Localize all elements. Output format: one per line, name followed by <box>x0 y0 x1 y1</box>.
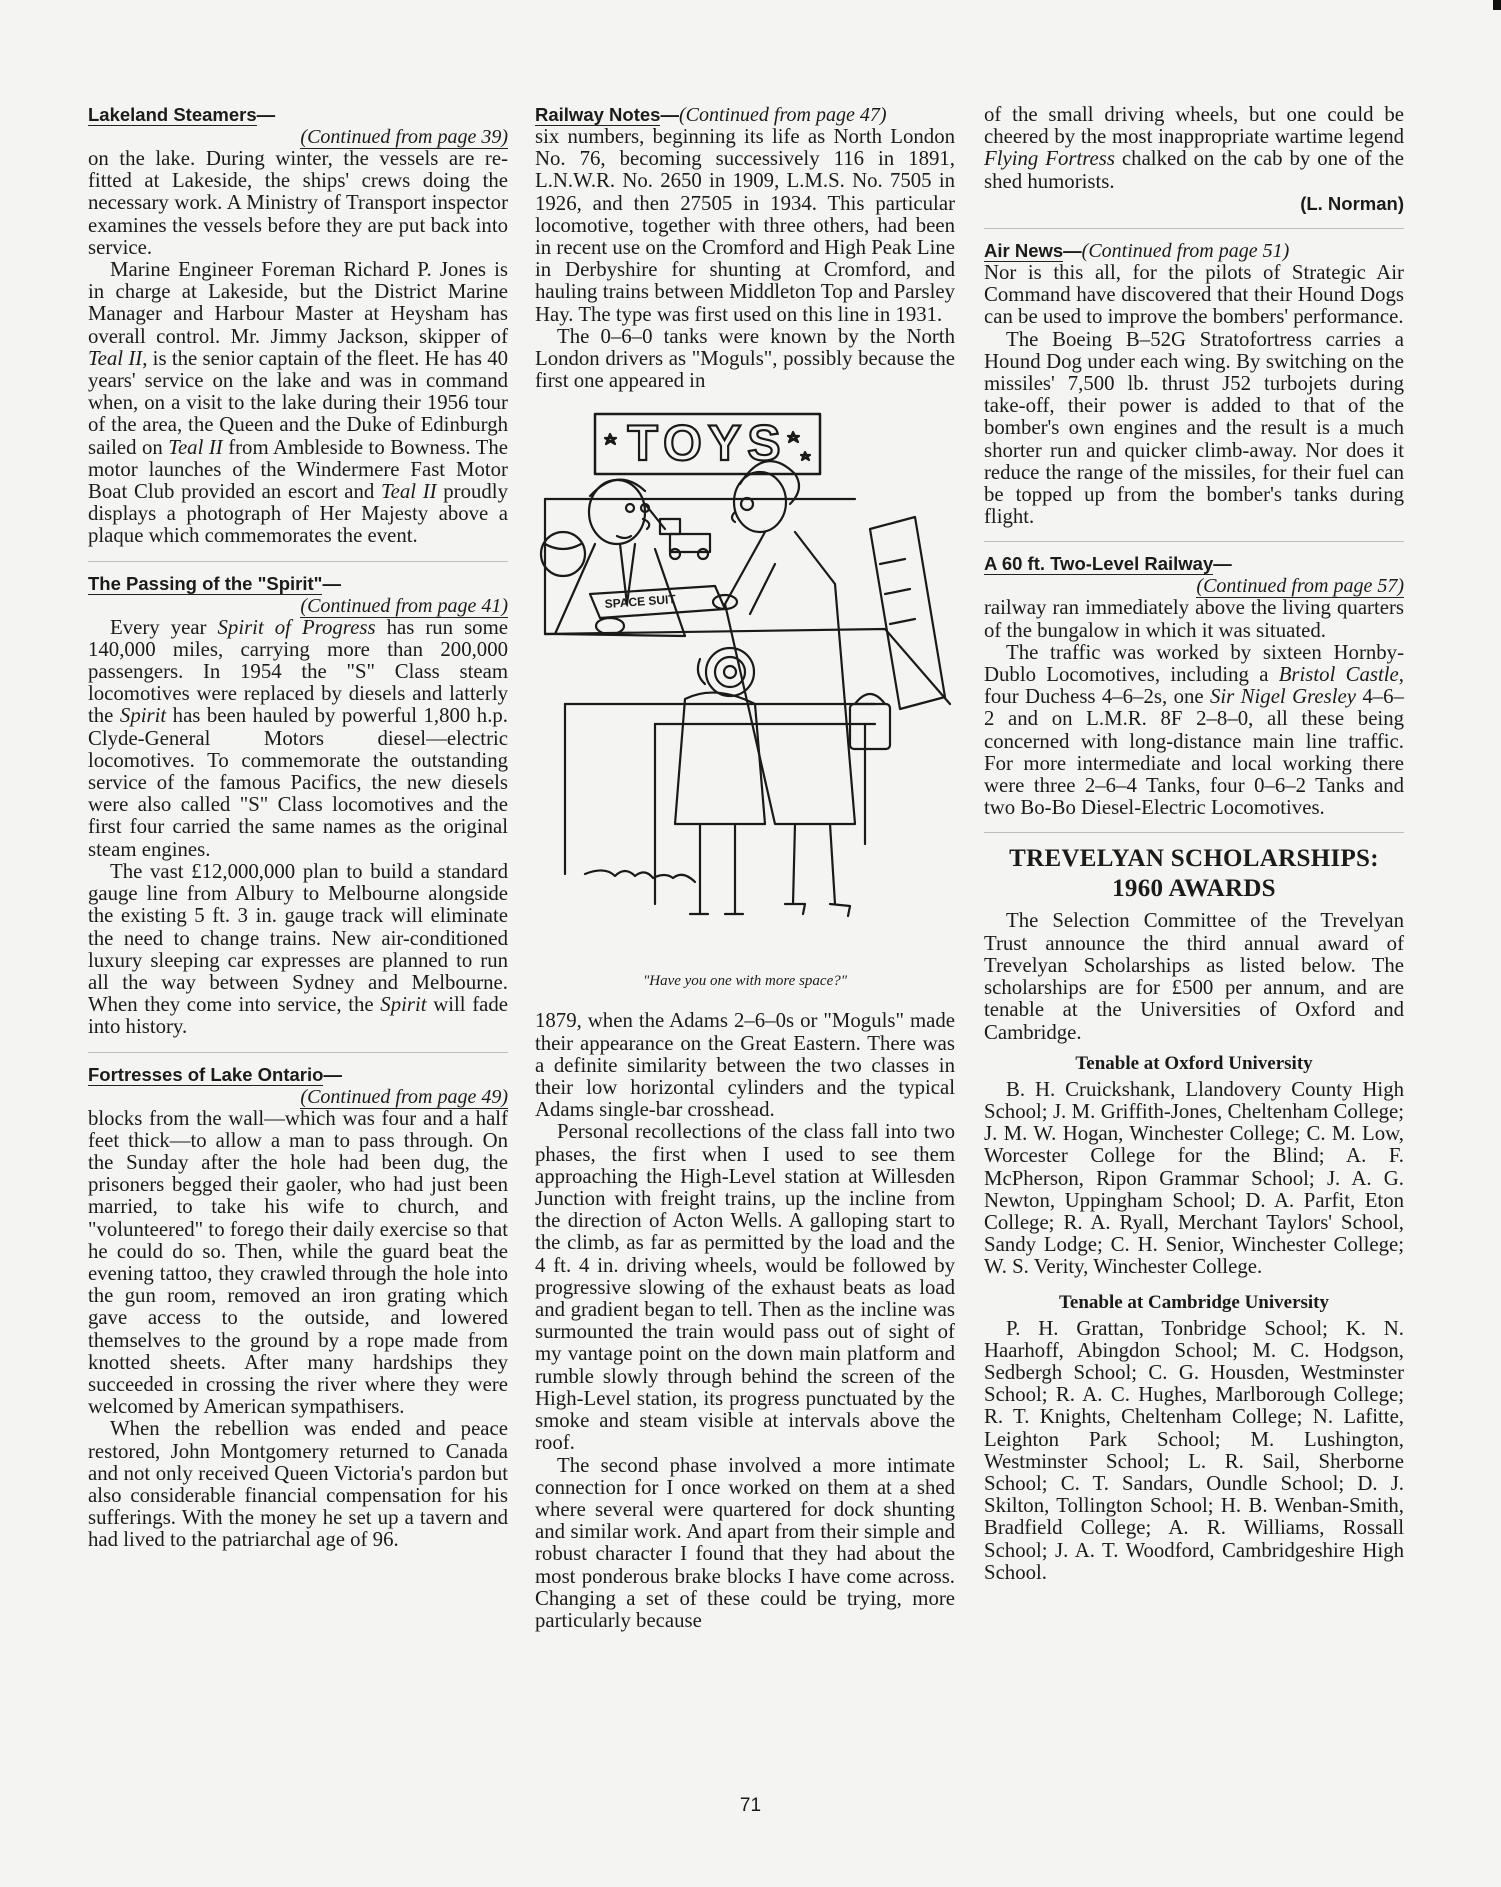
air-p2: The Boeing B–52G Stratofortress carries a Hound Dog under each wing. By switching on the missiles' 7,500 lb. thrust J52 turbojets during take-off, their power is added to that of the bomber's own engines and the result is a much shorter run and quicker climb-away. Nor does it reduce the range of the missiles, for their fuel can be topped up from the bomber's tanks during flight. <box>984 327 1404 529</box>
railway-p2: The 0–6–0 tanks were known by the North London drivers as "Moguls", possibly because the first one appeared in <box>535 324 955 393</box>
twolevel-p1: railway ran immediately above the living quarters of the bungalow in which it was situated. <box>984 596 1404 642</box>
twolevel-title: A 60 ft. Two-Level Railway <box>984 553 1214 575</box>
lakeland-continued: (Continued from page 39) <box>300 126 508 148</box>
corner-mark <box>1493 0 1501 10</box>
spirit-p2: The vast £12,000,000 plan to build a standard gauge line from Albury to Melbourne alongside the existing 5 ft. 3 in. gauge track will eliminate the need to change trains. New air-conditioned luxury sleeping car expresses are planned to run all the way between Sydney and Melbourne. When they come into service, the Spirit will fade into history. <box>88 859 508 1039</box>
twolevel-continued: (Continued from page 57) <box>1196 575 1404 598</box>
column-3 <box>984 104 1404 1584</box>
twolevel-heading: A 60 ft. Two-Level Railway— <box>984 553 1232 575</box>
cartoon-caption: "Have you one with more space?" <box>642 973 848 990</box>
column-2 <box>535 104 955 1632</box>
railway-p4: Personal recollections of the class fall into two phases, the first when I used to see them approaching the High-Level station at Willesden Junction with freight trains, up the incline from the direction of Acton Wells. A galloping start to the climb, as far as permitted by the load and the 4 ft. 4 in. driving wheels, would be followed by progressive slowing of the exhaust beats as load and gradient began to tell. Then as the incline was surmounted the train would pass out of sight of my vantage point on the down main platform and rumble slowly through behind the screen of the High-Level station, its progress punctuated by the smoke and steam visible at intervals above the roof. <box>535 1120 955 1455</box>
lakeland-p2: Marine Engineer Foreman Richard P. Jones is in charge at Lakeside, but the District Marine Manager and Harbour Master at Heysham has overall control. Mr. Jimmy Jackson, skipper of Teal II, is the senior captain of the fleet. He has 40 years' service on the lake and was in command when, on a visit to the lake during their 1956 tour of the area, the Queen and the Duke of Edinburgh sailed on Teal II from Ambleside to Bowness. The motor launches of the Windermere Fast Motor Boat Club provided an escort and Teal II proudly displays a photograph of Her Majesty above a plaque which commemorates the event. <box>88 258 508 548</box>
cambridge-heading: Tenable at Cambridge University <box>1058 1291 1330 1313</box>
railway-heading: Railway Notes—(Continued from page 47) <box>535 104 887 126</box>
air-p1: Nor is this all, for the pilots of Strategic Air Command have discovered that their Hound Dogs can be used to improve the bombers' performance. <box>984 261 1404 329</box>
air-heading: Air News—(Continued from page 51) <box>984 240 1290 263</box>
fortresses-continued: (Continued from page 49) <box>300 1085 508 1108</box>
trevelyan-intro: The Selection Committee of the Trevelyan Trust announce the third annual award of Trevelyan Scholarships as listed below. The scholarships are for £500 per annum, and are tenable at the Universities of Oxford and Cambridge. <box>984 909 1404 1044</box>
cartoon-illustration <box>535 404 955 964</box>
divider <box>984 228 1404 229</box>
author-credit: (L. Norman) <box>1300 192 1404 214</box>
railway-p3: 1879, when the Adams 2–6–0s or "Moguls" made their appearance on the Great Eastern. There was a definite similarity between the two classes in their low horizontal cylinders and the typical Adams single-bar crosshead. <box>535 1009 955 1122</box>
cartoon-svg <box>535 404 955 964</box>
spirit-heading: The Passing of the "Spirit"— <box>88 572 341 594</box>
page-number: 71 <box>739 1795 762 1816</box>
oxford-heading: Tenable at Oxford University <box>1075 1052 1313 1074</box>
lakeland-title: Lakeland Steamers <box>88 104 257 125</box>
lakeland-p1: on the lake. During winter, the vessels are re-fitted at Lakeside, the ships' crews doing the necessary work. A Ministry of Transport inspector examines the vessels before they are put back into service. <box>88 147 508 259</box>
fortresses-p2: When the rebellion was ended and peace restored, John Montgomery returned to Canada and not only received Queen Victoria's pardon but also considerable financial compensation for his sufferings. With the money he set up a tavern and had lived to the patriarchal age of 96. <box>88 1417 508 1552</box>
divider <box>984 541 1404 542</box>
fortresses-title: Fortresses of Lake Ontario <box>88 1063 324 1085</box>
railway-p1: six numbers, beginning its life as North London No. 76, becoming successively 116 in 1891, L.N.W.R. No. 2650 in 1909, L.M.S. No. 7505 in 1926, and then 27505 in 1934. This particular locomotive, together with three others, had been in recent use on the Cromford and High Peak Line in Derbyshire for shunting at Cromford, and hauling trains between Middleton Top and Parsley Hay. The type was first used on this line in 1931. <box>535 125 955 326</box>
railway-title: Railway Notes <box>535 104 661 125</box>
divider <box>88 561 508 562</box>
fortresses-p1: blocks from the wall—which was four and a half feet thick—to allow a man to pass through. On the Sunday after the hole had been dug, the prisoners begged their gaoler, who had just been married, to take his wife to church, and "volunteered" to forego their daily exercise so that he could do so. Then, while the guard beat the evening tattoo, they crawled through the hole into the gun room, removed an iron grating which gave access to the outside, and lowered themselves to the ground by a rope made from knotted sheets. After many hardships they succeeded in crossing the river where they were welcomed by American sympathisers. <box>88 1106 508 1419</box>
fortresses-heading: Fortresses of Lake Ontario— <box>88 1063 342 1085</box>
oxford-list: B. H. Cruickshank, Llandovery County High School; J. M. Griffith-Jones, Cheltenham College; J. M. W. Hogan, Winchester College; C. M. Low, Worcester College for the Blind; A. F. McPherson, Ripon Grammar School; J. A. G. Newton, Uppingham School; D. A. Parfit, Eton College; R. A. Ryall, Merchant Taylors' School, Sandy Lodge; C. H. Senior, Winchester College; W. S. Verity, Winchester College. <box>984 1077 1404 1279</box>
trevelyan-title: TREVELYAN SCHOLARSHIPS: 1960 AWARDS <box>1009 845 1379 903</box>
spirit-p1: Every year Spirit of Progress has run some 140,000 miles, carrying more than 200,000 passengers. In 1954 the "S" Class steam locomotives were replaced by diesels and latterly the Spirit has been hauled by powerful 1,800 h.p. Clyde-General Motors diesel—electric locomotives. To commemorate the outstanding service of the famous Pacifics, the new diesels were also called "S" Class locomotives and the first four carried the same names as the original steam engines. <box>88 615 508 861</box>
air-title: Air News <box>984 240 1064 262</box>
space-suit-label: SPACE SUIT <box>604 592 677 612</box>
spirit-continued: (Continued from page 41) <box>300 594 508 617</box>
spirit-title: The Passing of the "Spirit" <box>88 572 323 594</box>
cambridge-list: P. H. Grattan, Tonbridge School; K. N. Haarhoff, Abingdon School; M. C. Hodgson, Sedbergh School; C. G. Housden, Westminster School; R. A. C. Hughes, Marlborough College; R. T. Knights, Cheltenham College; N. Lafitte, Leighton Park School; M. Lushington, Westminster School; L. R. Sail, Sherborne School; C. T. Sandars, Oundle School; D. J. Skilton, Tollington School; H. B. Wenban-Smith, Bradfield College; A. R. Williams, Rossall School; J. A. T. Woodford, Cambridgeshire High School. <box>984 1316 1404 1584</box>
railway-end-p1: of the small driving wheels, but one could be cheered by the most inappropriate wartime legend Flying Fortress chalked on the cab by one of the shed humorists. <box>984 103 1404 193</box>
twolevel-p2: The traffic was worked by sixteen Hornby-Dublo Locomotives, including a Bristol Castle, four Duchess 4–6–2s, one Sir Nigel Gresley 4–6–2 and on L.M.R. 8F 2–8–0, all these being concerned with long-distance main line traffic. For more intermediate and local working there were three 2–6–4 Tanks, four 0–6–2 Tanks and two Bo-Bo Diesel-Electric Locomotives. <box>984 640 1404 820</box>
divider <box>88 1052 508 1053</box>
divider <box>984 832 1404 833</box>
lakeland-heading: Lakeland Steamers— <box>88 104 276 125</box>
railway-p5: The second phase involved a more intimate connection for I once worked on them at a shed where several were quartered for dock shunting and similar work. And apart from their simple and robust character I found that they had about the most ponderous brake blocks I have come across. Changing a set of these could be trying, more particularly because <box>535 1453 955 1632</box>
toys-sign-text: TOYS <box>627 415 787 472</box>
column-1 <box>88 104 508 1552</box>
